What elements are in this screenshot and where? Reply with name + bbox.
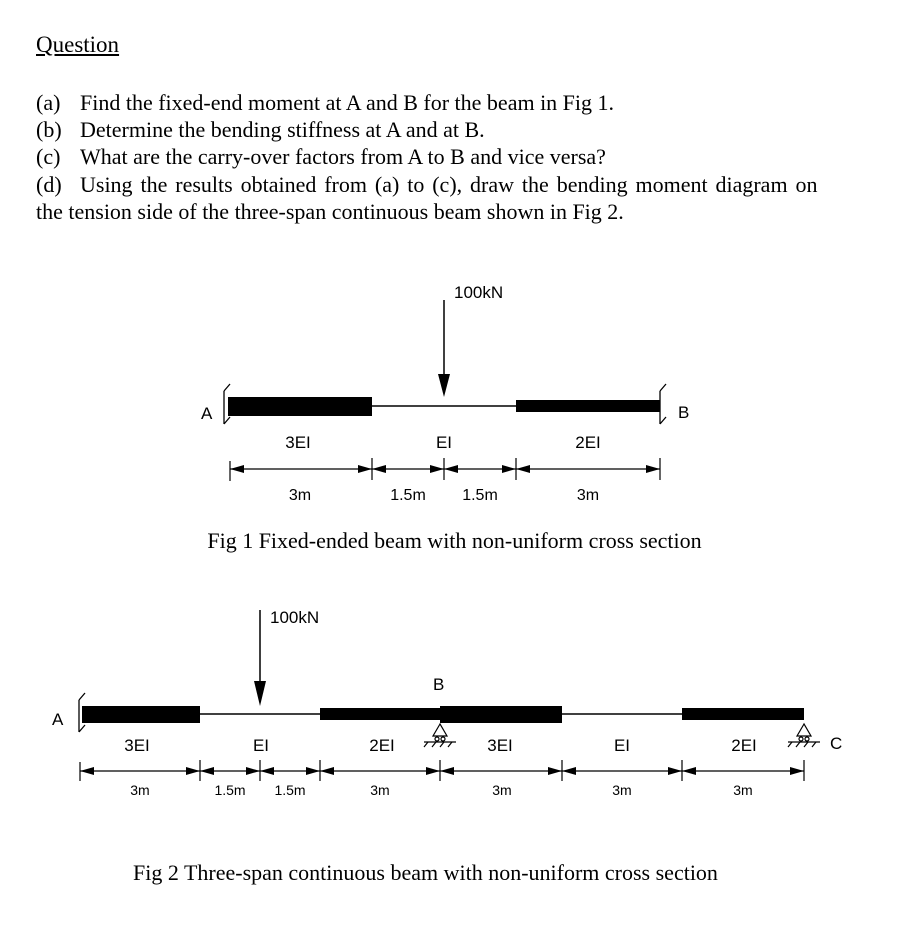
fig1-load-label: 100kN xyxy=(454,283,504,302)
fig1-caption: Fig 1 Fixed-ended beam with non-uniform cross section xyxy=(207,528,702,553)
fig2-section-label: 3EI xyxy=(487,736,513,755)
fig2-dim-label: 3m xyxy=(733,782,753,798)
question-d-continued-text: the tension side of the three-span continuous beam shown in Fig 2. xyxy=(36,199,624,224)
question-c-text: What are the carry-over factors from A to B and vice versa? xyxy=(80,144,606,169)
fig2-section-label: EI xyxy=(613,736,631,755)
fig2-dimension-arrows xyxy=(80,767,804,775)
fig1-segment-2ei xyxy=(516,400,660,412)
fig2-load-label: 100kN xyxy=(270,608,320,627)
fig2-section-label: EI xyxy=(252,736,270,755)
question-c-label: (c) xyxy=(36,144,61,169)
fig1-label-b: B xyxy=(678,403,690,422)
question-d-text: Using the results obtained from (a) to (c), draw the bending moment diagram on xyxy=(80,172,818,197)
fig2-dim-label: 3m xyxy=(130,782,150,798)
fig2-diagram xyxy=(52,608,842,798)
fig2-dim-label: 3m xyxy=(612,782,632,798)
question-a-text: Find the fixed-end moment at A and B for the beam in Fig 1. xyxy=(80,90,615,115)
question-heading: Question xyxy=(36,32,120,57)
fig1-section-label: 2EI xyxy=(575,433,601,452)
fig1-segment-3ei xyxy=(228,397,372,416)
fig2-load-arrow-head xyxy=(254,681,266,706)
fig1-dim-label: 3m xyxy=(288,487,312,504)
fig1-fixed-support-b xyxy=(660,384,666,424)
question-b-text: Determine the bending stiffness at A and at B. xyxy=(80,117,485,142)
fig2-segment-3ei xyxy=(82,706,200,723)
fig2-dim-label: 1.5m xyxy=(274,782,306,798)
question-b-label: (b) xyxy=(36,117,62,142)
question-a-label: (a) xyxy=(36,90,61,115)
fig2-caption: Fig 2 Three-span continuous beam with non-uniform cross section xyxy=(133,860,718,885)
fig2-label-c: C xyxy=(830,734,843,753)
fig2-roller-support-c xyxy=(788,724,820,747)
fig2-roller-support-b xyxy=(424,724,456,747)
fig2-section-label: 2EI xyxy=(369,736,395,755)
fig1-section-label: 3EI xyxy=(285,433,311,452)
fig1-label-a: A xyxy=(201,404,213,423)
fig1-load-arrow-head xyxy=(438,374,450,397)
fig2-segment-2ei xyxy=(682,708,804,720)
question-d-label: (d) xyxy=(36,172,62,197)
fig2-segment-2ei xyxy=(320,708,440,720)
fig2-section-label: 2EI xyxy=(731,736,757,755)
fig2-dim-label: 1.5m xyxy=(214,782,246,798)
fig2-label-b: B xyxy=(433,675,445,694)
fig2-dim-label: 3m xyxy=(370,782,390,798)
fig1-dim-label: 1.5m xyxy=(462,487,498,504)
fig1-dim-label: 1.5m xyxy=(390,487,426,504)
fig2-label-a: A xyxy=(52,710,64,729)
fig1-diagram xyxy=(201,283,689,504)
fig1-dim-label: 3m xyxy=(576,487,600,504)
fig2-segment-3ei xyxy=(440,706,562,723)
fig1-dimension-line xyxy=(230,458,660,481)
fig2-dim-label: 3m xyxy=(492,782,512,798)
fig2-section-label: 3EI xyxy=(124,736,150,755)
fig1-section-label: EI xyxy=(435,433,453,452)
